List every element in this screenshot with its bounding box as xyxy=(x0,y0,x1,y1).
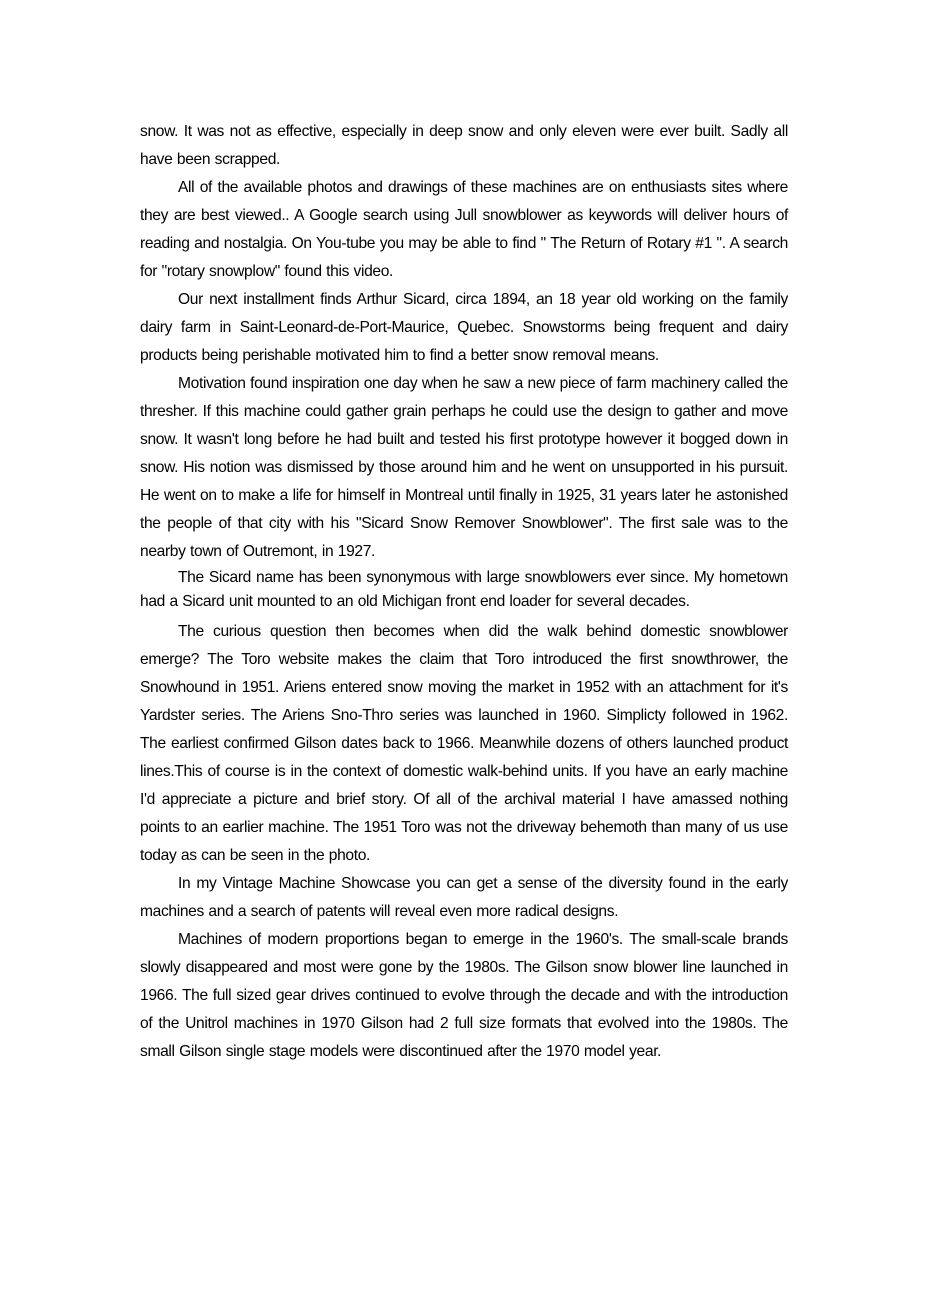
body-text xyxy=(140,118,788,1066)
paragraph-continuation: snow. It was not as effective, especially in deep snow and only eleven were ever built. Sadly all have been scrapped. xyxy=(140,123,788,168)
paragraph-modern-machines: Machines of modern proportions began to emerge in the 1960's. The small-scale brands slowly disappeared and most were gone by the 1980s. The Gilson snow blower line launched in 1966. The full sized gear drives continued to evolve through the decade and with the introduction of the Unitrol machines in 1970 Gilson had 2 full size formats that evolved into the 1980s. The small Gilson single stage models were discontinued after the 1970 model year. xyxy=(140,931,788,1060)
paragraph-walk-behind-history: The curious question then becomes when did the walk behind domestic snowblower emerge? The Toro website makes the claim that Toro introduced the first snowthrower, the Snowhound in 1951. Ariens entered snow moving the market in 1952 with an attachment for it's Yardster series. The Ariens Sno-Thro series was launched in 1960. Simplicty followed in 1962. The earliest confirmed Gilson dates back to 1966. Meanwhile dozens of others launched product lines.This of course is in the context of domestic walk-behind units. If you have an early machine I'd appreciate a picture and brief story. Of all of the archival material I have amassed nothing points to an earlier machine. The 1951 Toro was not the driveway behemoth than many of us use today as can be seen in the photo. xyxy=(140,623,788,864)
paragraph-thresher-inspiration: Motivation found inspiration one day when he saw a new piece of farm machinery called the thresher. If this machine could gather grain perhaps he could use the design to gather and move snow. It wasn't long before he had built and tested his first prototype however it bogged down in snow. His notion was dismissed by those around him and he went on unsupported in his pursuit. He went on to make a life for himself in Montreal until finally in 1925, 31 years later he astonished the people of that city with his "Sicard Snow Remover Snowblower". The first sale was to the nearby town of Outremont, in 1927. xyxy=(140,375,788,560)
paragraph-sicard-name: The Sicard name has been synonymous with large snowblowers ever since. My hometown had a Sicard unit mounted to an old Michigan front end loader for several decades. xyxy=(140,569,788,610)
paragraph-enthusiast-sites: All of the available photos and drawings of these machines are on enthusiasts sites where they are best viewed.. A Google search using Jull snowblower as keywords will deliver hours of reading and nostalgia. On You-tube you may be able to find " The Return of Rotary #1 ". A search for "rotary snowplow" found this video. xyxy=(140,179,788,280)
paragraph-arthur-sicard: Our next installment finds Arthur Sicard, circa 1894, an 18 year old working on the family dairy farm in Saint-Leonard-de-Port-Maurice, Quebec. Snowstorms being frequent and dairy products being perishable motivated him to find a better snow removal means. xyxy=(140,291,788,364)
paragraph-vintage-showcase: In my Vintage Machine Showcase you can get a sense of the diversity found in the early machines and a search of patents will reveal even more radical designs. xyxy=(140,875,788,920)
